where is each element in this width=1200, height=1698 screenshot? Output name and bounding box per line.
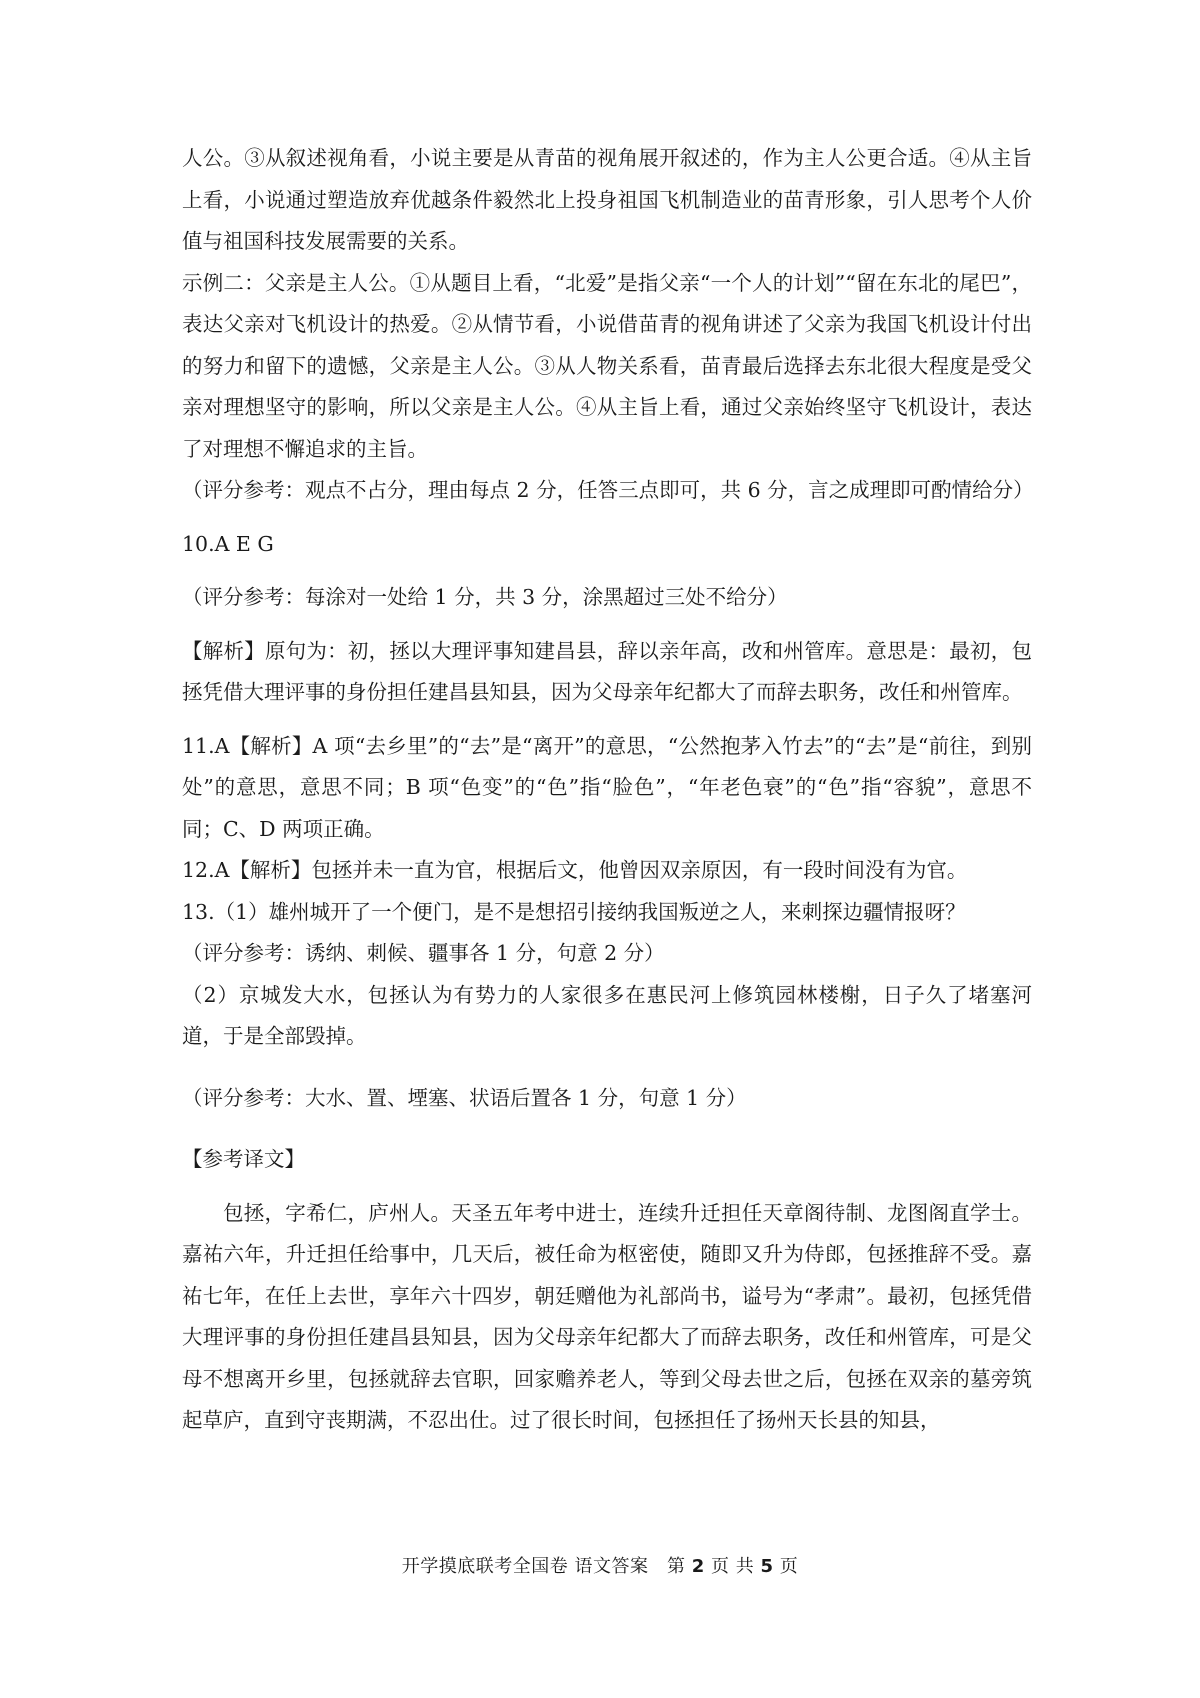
footer-middle: 页 共 [711,1556,755,1577]
reference-translation-heading: 【参考译文】 [182,1147,305,1171]
footer-prefix: 开学摸底联考全国卷 语文答案 第 [401,1556,686,1577]
footer-total-pages: 5 [760,1556,774,1577]
answer-9-example2: 示例二：父亲是主人公。①从题目上看，“北爱”是指父亲“一个人的计划”“留在东北的尾巴”，表达父亲对飞机设计的热爱。②从情节看，小说借苗青的视角讲述了父亲为我国飞机设计付出的努力和留下的遗憾，父亲是主人公。③从人物关系看，苗青最后选择去东北很大程度是受父亲对理想坚守的影响，所以父亲是主人公。④从主旨上看，通过父亲始终坚守飞机设计，表达了对理想不懈追求的主旨。 [182,270,1032,461]
scoring-note-13-part2: （评分参考：大水、置、堙塞、状语后置各 1 分，句意 1 分） [182,1085,747,1110]
scoring-note-9: （评分参考：观点不占分，理由每点 2 分，任答三点即可，共 6 分，言之成理即可酌情给分） [182,478,1034,502]
answer-13-part2: （2）京城发大水，包拯认为有势力的人家很多在惠民河上修筑园林楼榭，日子久了堵塞河道，于是全部毁掉。 [182,982,1032,1048]
answer-11: 11.A【解析】A 项“去乡里”的“去”是“离开”的意思，“公然抱茅入竹去”的“去”是“前往，到别处”的意思，意思不同；B 项“色变”的“色”指“脸色”，“年老色衰”的“色”指“容貌”，意思不同；C、D 两项正确。 [182,733,1032,841]
answer-10: 10.A E G [182,531,274,556]
page-footer [0,1552,1200,1578]
footer-suffix: 页 [779,1556,799,1577]
footer-page-number: 2 [691,1556,705,1577]
answer-body [182,138,1032,1442]
scoring-note-10: （评分参考：每涂对一处给 1 分，共 3 分，涂黑超过三处不给分） [182,585,788,609]
analysis-10: 【解析】原句为：初，拯以大理评事知建昌县，辞以亲年高，改和州管库。意思是：最初，包拯凭借大理评事的身份担任建昌县知县，因为父母亲年纪都大了而辞去职务，改任和州管库。 [182,638,1032,704]
answer-9-example1-continued: 人公。③从叙述视角看，小说主要是从青苗的视角展开叙述的，作为主人公更合适。④从主旨上看，小说通过塑造放弃优越条件毅然北上投身祖国飞机制造业的苗青形象，引人思考个人价值与祖国科技发展需要的关系。 [182,146,1032,253]
answer-13-part1: 13.（1）雄州城开了一个便门，是不是想招引接纳我国叛逆之人，来刺探边疆情报呀？ [182,899,966,924]
scoring-note-13-part1: （评分参考：诱纳、刺候、疆事各 1 分，句意 2 分） [182,941,665,965]
reference-translation-text: 包拯，字希仁，庐州人。天圣五年考中进士，连续升迁担任天章阁待制、龙图阁直学士。嘉祐六年，升迁担任给事中，几天后，被任命为枢密使，随即又升为侍郎，包拯推辞不受。嘉祐七年，在任上去世，享年六十四岁，朝廷赠他为礼部尚书，谥号为“孝肃”。最初，包拯凭借大理评事的身份担任建昌县知县，因为父母亲年纪都大了而辞去职务，改任和州管库，可是父母不想离开乡里，包拯就辞去官职，回家赡养老人，等到父母去世之后，包拯在双亲的墓旁筑起草庐，直到守丧期满，不忍出仕。过了很长时间，包拯担任了扬州天长县的知县， [182,1200,1032,1432]
answer-12: 12.A【解析】包拯并未一直为官，根据后文，他曾因双亲原因，有一段时间没有为官。 [182,858,968,882]
